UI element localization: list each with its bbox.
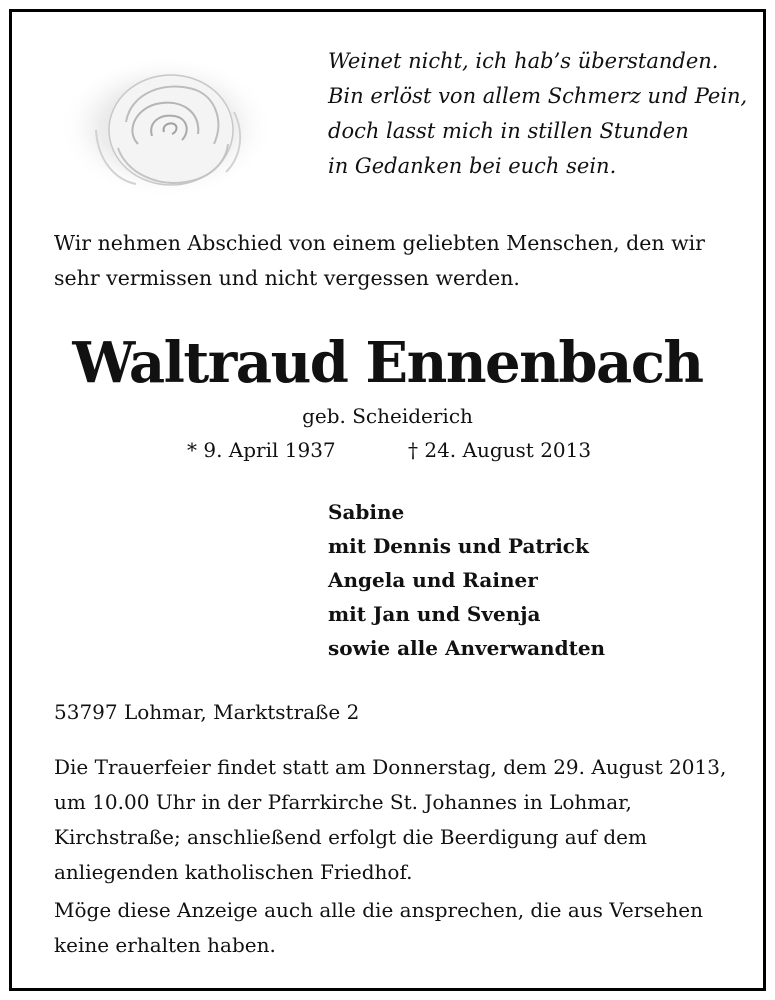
death-date: † 24. August 2013 xyxy=(408,438,592,462)
poem-line: Bin erlöst von allem Schmerz und Pein, xyxy=(328,84,748,108)
mourner: Angela und Rainer xyxy=(328,568,538,592)
maiden-name: geb. Scheiderich xyxy=(302,404,473,428)
deceased-name: Waltraud Ennenbach xyxy=(72,330,703,396)
closing-note: Möge diese Anzeige auch alle die ansprechen, die aus Versehen keine erhalten haben. xyxy=(54,898,703,957)
poem xyxy=(328,44,747,184)
rose-icon xyxy=(56,52,276,202)
poem-line: doch lasst mich in stillen Stunden xyxy=(328,119,689,143)
poem-line: Weinet nicht, ich hab’s überstanden. xyxy=(328,49,719,73)
mourner: Sabine xyxy=(328,500,405,524)
mourners-list xyxy=(328,495,605,665)
mourner: mit Dennis und Patrick xyxy=(328,534,589,558)
poem-line: in Gedanken bei euch sein. xyxy=(328,154,617,178)
address: 53797 Lohmar, Marktstraße 2 xyxy=(54,700,360,724)
mourner: mit Jan und Svenja xyxy=(328,602,541,626)
intro-text: Wir nehmen Abschied von einem geliebten Menschen, den wir sehr vermissen und nicht vergessen werden. xyxy=(54,231,705,290)
service-info: Die Trauerfeier findet statt am Donnerstag, dem 29. August 2013, um 10.00 Uhr in der Pfarrkirche St. Johannes in Lohmar, Kirchstraße; anschließend erfolgt die Beerdigung auf dem anliegenden katholischen Friedhof. xyxy=(54,755,727,884)
mourner: sowie alle Anverwandten xyxy=(328,636,606,660)
birth-date: * 9. April 1937 xyxy=(187,438,336,462)
